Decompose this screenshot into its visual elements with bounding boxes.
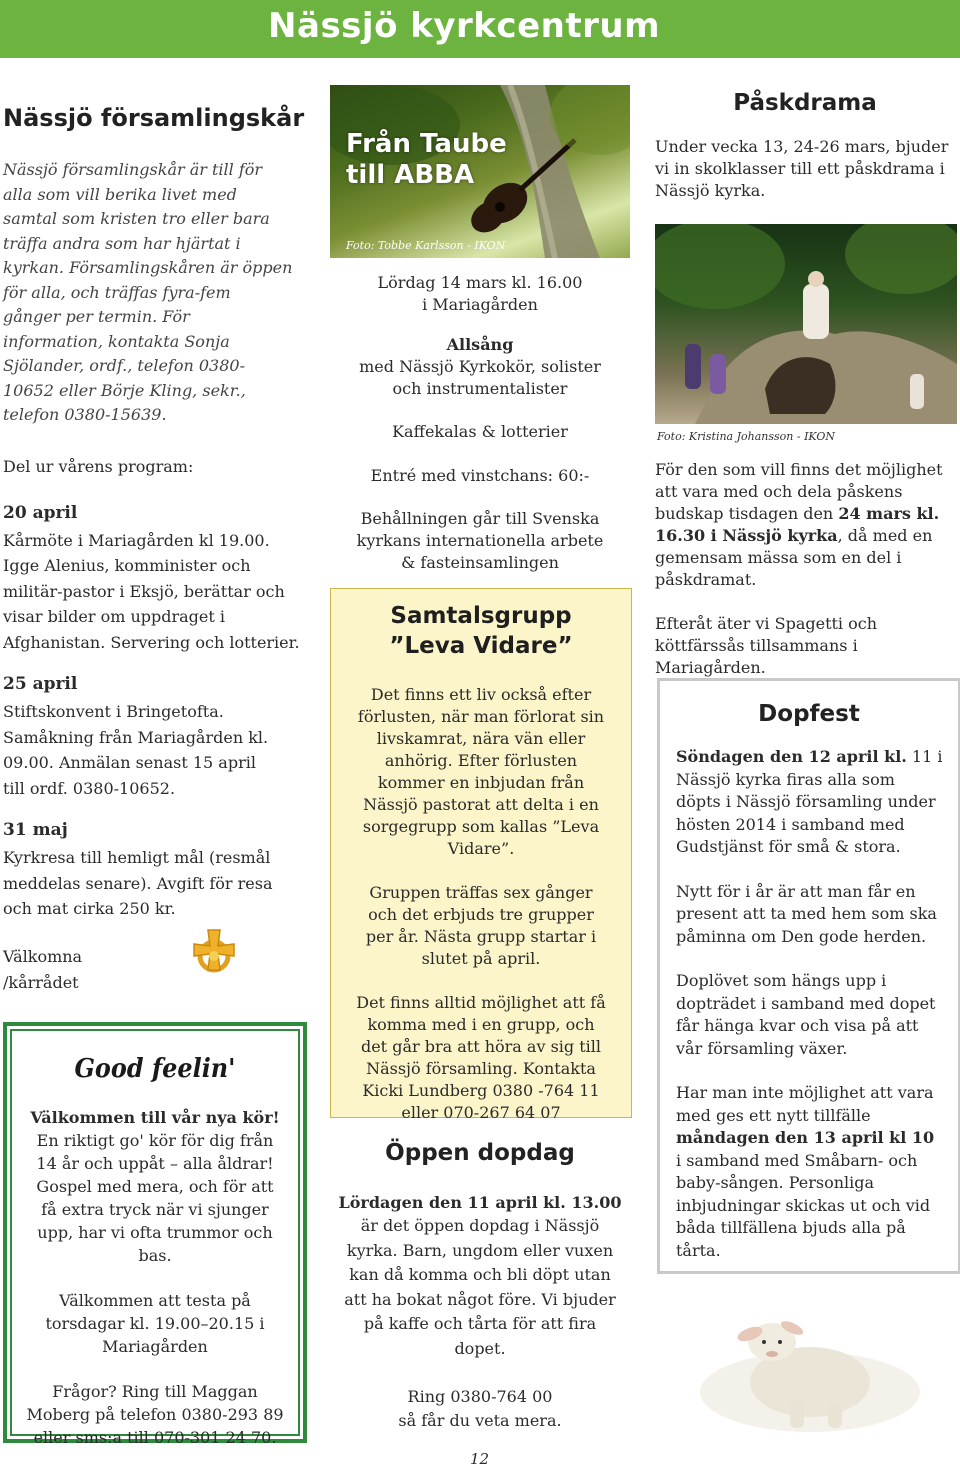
event-text: Kårmöte i Mariagården kl 19.00. Igge Alenius, komminister och militär-pastor i Eksjö, berättar och visar bilder om uppdraget i Afghanistan. Servering och lotterier.: [3, 530, 300, 652]
good-feelin-title: Good feelin': [74, 1054, 236, 1084]
paskdrama-text-1a: För den som vill finns det möjlighet att vara med och dela påskens budskap tisdagen den: [655, 460, 943, 523]
dopfest-text-4c: i samband med Småbarn- och baby-sången. Personliga inbjudningar skickas ut och vid båda tillfällena bjuds alla på tårta.: [676, 1150, 931, 1260]
samtalsgrupp-title-line-1: Samtalsgrupp: [390, 603, 572, 629]
samtalsgrupp-title-line-2: ”Leva Vidare”: [389, 633, 573, 659]
dopfest-text-1b: 11 i Nässjö kyrka firas alla som döpts i Nässjö församling under hösten 2014 i samband med Gudstjänst för små & stora.: [676, 747, 943, 856]
paskdrama-text-1b: 24 mars kl. 16.30 i Nässjö kyrka: [655, 504, 940, 545]
taube-title-line-1: Från Taube: [346, 129, 507, 159]
taube-title: [346, 129, 507, 191]
taube-allsang: Allsång: [446, 335, 514, 354]
samtalsgrupp-text-1: Det finns ett liv också efter förlusten, när man förlorat sin livskamrat, nära vän eller anhörig. Efter förlusten kommer en inbjudan från Nässjö pastorat att delta i en sorgegrupp som kallas ”Leva Vidare”.: [357, 685, 605, 858]
taube-title-line-2: till ABBA: [346, 160, 475, 190]
lamb-illustration: [660, 1282, 960, 1445]
header-banner: [0, 0, 960, 58]
dopfest-text-3: Doplövet som hängs upp i dopträdet i samband med dopet får hänga kvar och visa på att vår församling växer.: [676, 971, 936, 1058]
taube-with-2: och instrumentalister: [392, 379, 568, 398]
taube-behallning: Behållningen går till Svenska kyrkans internationella arbete & fasteinsamlingen: [356, 509, 604, 572]
dopfest-title: Dopfest: [758, 701, 860, 727]
photo-credit: Foto: Tobbe Karlsson - IKON: [346, 239, 506, 252]
paskdrama-text-2: Efteråt äter vi Spagetti och köttfärssås tillsammans i Mariagården.: [655, 614, 878, 677]
closing-signature: /kårrådet: [3, 972, 79, 992]
dopfest-text-4b: måndagen den 13 april kl 10: [676, 1128, 935, 1147]
oppen-dopdag-phone: Ring 0380-764 00: [407, 1387, 553, 1406]
taube-when-1: Lördag 14 mars kl. 16.00: [377, 273, 583, 292]
oppen-dopdag-text: är det öppen dopdag i Nässjö kyrka. Barn, ungdom eller vuxen kan då komma och bli döpt utan att ha bokat något före. Vi bjuder på kaffe och tårta för att fira dopet.: [344, 1216, 616, 1358]
oppen-dopdag-section: [330, 1140, 630, 1433]
dopfest-box: [657, 678, 960, 1274]
good-feelin-lead: Välkommen till vår nya kör!: [30, 1108, 280, 1127]
good-feelin-text-3: Frågor? Ring till Maggan Moberg på telefon 0380-293 89 eller sms:a till 070-301 24 70.: [26, 1382, 284, 1447]
dopfest-text-2: Nytt för i år är att man får en present att ta med hem som ska påminna om Den gode herden.: [676, 881, 937, 946]
oppen-dopdag-lead: Lördagen den 11 april kl. 13.00: [338, 1193, 622, 1212]
event-text: Stiftskonvent i Bringetofta. Samåkning från Mariagården kl. 09.00. Anmälan senast 15 april till ordf. 0380-10652.: [3, 702, 269, 798]
taube-with-1: med Nässjö Kyrkokör, solister: [359, 357, 601, 376]
column-taube: [330, 85, 630, 574]
good-feelin-box: [3, 1022, 307, 1447]
dopfest-text-1a: Söndagen den 12 april kl.: [676, 747, 907, 766]
column-paskdrama: [655, 90, 960, 679]
celtic-cross-icon: [186, 928, 242, 984]
event-date: 25 april: [3, 674, 78, 694]
page-title: Nässjö kyrkcentrum: [268, 6, 660, 46]
photo-lamb: [660, 1282, 960, 1445]
photo-guitar-tree: [330, 85, 630, 258]
paskdrama-text-1c: , då med en gemensam mässa som en del i påskdramat.: [655, 526, 933, 589]
event-date: 20 april: [3, 502, 78, 523]
column-forsamlingskar: [3, 100, 308, 1004]
closing-block: [3, 944, 308, 1004]
dopfest-text-1: [676, 746, 944, 859]
good-feelin-text-1: En riktigt go' kör för dig från 14 år och uppåt – alla åldrar! Gospel med mera, och för att få extra tryck när vi sjunger upp, har vi ofta trummor och bas.: [36, 1131, 274, 1265]
samtalsgrupp-text-3: Det finns alltid möjlighet att få komma med i en grupp, och det går bra att höra av sig till Nässjö församling. Kontakta Kicki Lundberg 0380 -764 11 eller 070-267 64 07: [356, 993, 606, 1122]
event-date: 31 maj: [3, 820, 68, 840]
taube-entre: Entré med vinstchans: 60:-: [370, 466, 590, 485]
closing-welcome: Välkomna: [3, 946, 83, 966]
program-intro: Del ur vårens program:: [3, 456, 194, 476]
paskdrama-photo-credit: Foto: Kristina Johansson - IKON: [657, 430, 835, 443]
oppen-dopdag-info: så får du veta mera.: [398, 1411, 562, 1430]
paskdrama-title: Påskdrama: [733, 90, 877, 116]
samtalsgrupp-text-2: Gruppen träffas sex gånger och det erbjuds tre grupper per år. Nästa grupp startar i slutet på april.: [365, 883, 597, 968]
easter-scene-illustration: [655, 224, 957, 424]
paskdrama-intro: Under vecka 13, 24-26 mars, bjuder vi in skolklasser till ett påskdrama i Nässjö kyrka.: [655, 137, 949, 200]
event-3: [3, 819, 308, 922]
taube-when-2: i Mariagården: [422, 295, 538, 314]
oppen-dopdag-title: Öppen dopdag: [385, 1140, 575, 1166]
samtalsgrupp-title: [331, 601, 631, 661]
dopfest-text-4: [676, 1082, 944, 1262]
taube-kaffe: Kaffekalas & lotterier: [392, 422, 568, 441]
page-number: 12: [470, 1450, 490, 1468]
event-2: [3, 673, 308, 801]
photo-easter-drama: [655, 224, 957, 424]
event-text: Kyrkresa till hemligt mål (resmål meddelas senare). Avgift för resa och mat cirka 250 kr.: [3, 848, 273, 918]
paskdrama-text-1: [655, 459, 957, 591]
section-heading-forsamlingskar: Nässjö församlingskår: [3, 104, 305, 132]
samtalsgrupp-box: [330, 588, 632, 1122]
good-feelin-text-2: Välkommen att testa på torsdagar kl. 19.00–20.15 i Mariagården: [45, 1291, 265, 1356]
dopfest-text-4a: Har man inte möjlighet att vara med ges ett nytt tillfälle: [676, 1083, 934, 1125]
intro-text: Nässjö församlingskår är till för alla som vill berika livet med samtal som kristen tro eller bara träffa andra som har hjärtat i kyrkan. Församlingskåren är öppen för alla, och träffas fyra-fem gånger per termin. För information, kontakta Sonja Sjölander, ordf., telefon 0380-10652 eller Börje Kling, sekr., telefon 0380-15639.: [3, 160, 293, 424]
event-1: [3, 502, 308, 656]
